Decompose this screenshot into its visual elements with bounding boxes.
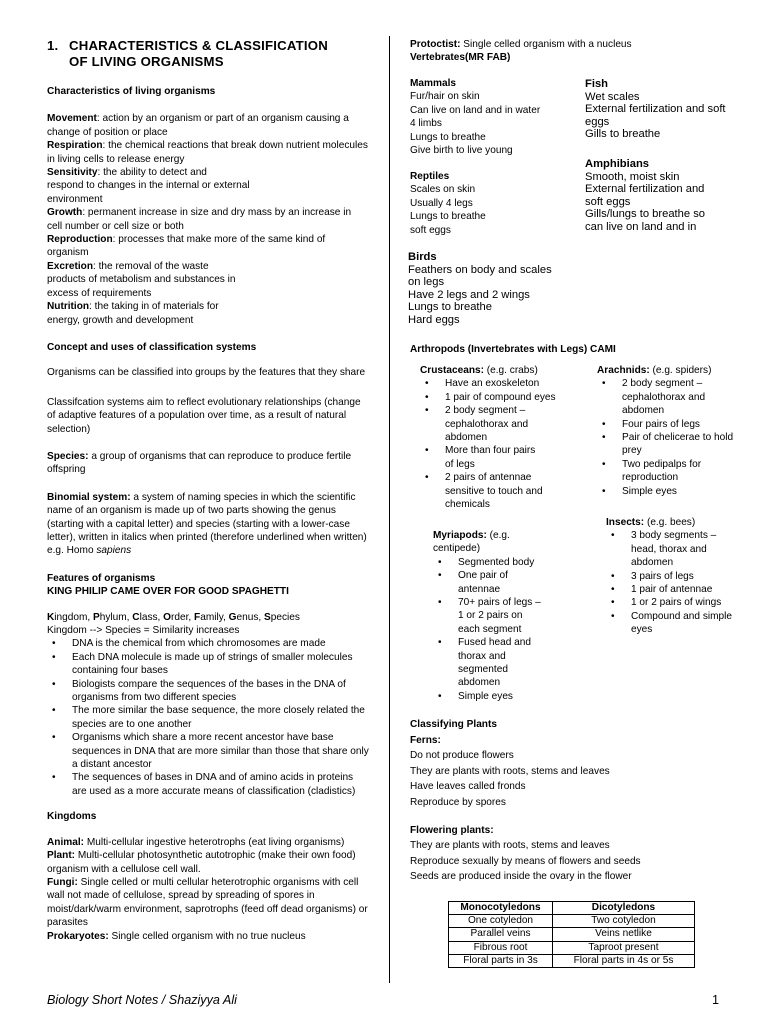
rank-initial-p: P [93, 611, 100, 623]
insects-list [606, 529, 746, 636]
list-item: Fur/hair on skin [410, 91, 480, 103]
list-item: External fertilization and soft [585, 103, 726, 116]
list-item: Have leaves called fronds [410, 781, 526, 793]
excretion-text-1: : the removal of the waste [93, 260, 209, 272]
list-item: • More than four pairs of legs [420, 444, 545, 471]
def-nutrition [47, 300, 369, 313]
binomial-italic: sapiens [96, 545, 132, 557]
page-number: 1 [712, 993, 720, 1007]
list-item: Gills/lungs to breathe so [585, 208, 706, 221]
def-plant [47, 849, 369, 876]
list-item: • 1 pair of compound eyes [420, 391, 590, 404]
arachnids-title [597, 364, 747, 377]
table-cell: Fibrous root [449, 941, 553, 954]
rank-initial-g: G [228, 611, 237, 623]
title-line-1: CHARACTERISTICS & CLASSIFICATION [69, 38, 328, 53]
plants-block [410, 717, 740, 885]
list-item: on legs [408, 276, 445, 289]
reptiles-heading: Reptiles [410, 171, 450, 182]
list-item: • 70+ pairs of legs – 1 or 2 pairs on each segment [433, 596, 546, 636]
myriapods-example: (e.g. centipede) [433, 530, 510, 555]
def-excretion [47, 260, 369, 273]
list-item: Usually 4 legs [410, 197, 473, 209]
def-growth [47, 206, 369, 233]
list-item: • DNA is the chemical from which chromosomes are made [47, 637, 369, 650]
crustaceans-list [420, 377, 590, 511]
table-cell: Floral parts in 3s [449, 954, 553, 967]
kingdom-to-species: Kingdom --> Species = Similarity increases [47, 625, 240, 636]
prokaryotes-text: Single celled organism with no true nucleus [108, 930, 306, 942]
myriapods-title [433, 529, 553, 556]
def-sensitivity [47, 166, 369, 179]
excretion-text-2: products of metabolism and substances in [47, 274, 236, 286]
rank-initial-c: C [132, 611, 140, 623]
list-item: • Simple eyes [433, 690, 553, 703]
table-cell: Parallel veins [449, 928, 553, 941]
growth-term: Growth [47, 207, 83, 219]
species-text: a group of organisms that can reproduce to produce fertile offspring [47, 450, 352, 476]
list-item: • Each DNA molecule is made up of strings of smaller molecules containing four bases [47, 651, 369, 678]
respiration-term: Respiration [47, 140, 103, 152]
concept-paragraph-1: Organisms can be classified into groups by the features that they share [47, 367, 366, 379]
arachnids-block [597, 364, 747, 498]
rank-initial-k: K [47, 611, 55, 623]
reproduction-term: Reproduction [47, 234, 113, 246]
crustaceans-term: Crustaceans: [420, 365, 484, 376]
list-item: soft eggs [410, 224, 451, 236]
excretion-term: Excretion [47, 260, 93, 272]
def-movement [47, 112, 369, 139]
binomial-text: a system of naming species in which the scientific name of an organism is made up of two parts showing the genus (starting with a capital letter) and species (starting with a lower-case letter), written in italics when printed (therefore underlined when written) e.g. Homo [47, 491, 367, 557]
list-item: Can live on land and in water [410, 104, 541, 116]
list-item: They are plants with roots, stems and leaves [410, 840, 610, 852]
myriapods-list [433, 556, 553, 703]
list-item: Lungs to breathe [408, 301, 492, 314]
list-item: • The sequences of bases in DNA and of amino acids in proteins are used as a more accurate means of classification (cladistics) [47, 771, 369, 798]
amphibians-block [585, 158, 750, 234]
fungi-text: Single celled or multi cellular heterotrophic organisms with cell wall not made of cellulose, spread by spreading of spores in moist/dark/warm environment, saprotrophs (feed off dead organisms) or parasites [47, 876, 368, 929]
kingdoms-heading: Kingdoms [47, 811, 97, 823]
list-item: External fertilization and [585, 183, 705, 196]
list-item: • 2 pairs of antennae sensitive to touch and chemicals [420, 471, 553, 511]
def-animal [47, 836, 369, 849]
sensitivity-text-2: respond to changes in the internal or external [47, 180, 250, 192]
def-prokaryotes [47, 930, 369, 943]
insects-title [606, 516, 746, 529]
list-item: • Simple eyes [597, 485, 747, 498]
list-item: • 3 pairs of legs [606, 570, 746, 583]
table-row [449, 954, 695, 967]
plant-text: Multi-cellular photosynthetic autotrophic (make their own food) organism with a cellulose cell wall. [47, 850, 356, 875]
list-item: Lungs to breathe [410, 211, 486, 223]
list-item: Reproduce sexually by means of flowers and seeds [410, 855, 641, 867]
list-item: soft eggs [585, 195, 631, 208]
rank-rest-p: hylum, [99, 611, 133, 623]
characteristics-heading: Characteristics of living organisms [47, 86, 216, 97]
myriapods-block [433, 529, 553, 703]
growth-text: : permanent increase in size and dry mass by an increase in cell number or cell size or both [47, 207, 352, 232]
list-item: Do not produce flowers [410, 750, 514, 762]
list-item: • Biologists compare the sequences of the bases in the DNA of organisms from two different species [47, 678, 369, 705]
sensitivity-term: Sensitivity [47, 167, 98, 179]
list-item: Have 2 legs and 2 wings [408, 288, 530, 301]
footer-text: Biology Short Notes / Shaziyya Ali [47, 993, 237, 1007]
list-item: • 2 body segment – cephalothorax and abdomen [597, 377, 722, 417]
list-item: • 1 pair of antennae [606, 583, 746, 596]
nutrition-term: Nutrition [47, 301, 90, 313]
list-item: • 2 body segment – cephalothorax and abdomen [420, 404, 545, 444]
taxonomy-ranks [47, 611, 369, 624]
table-row [449, 915, 695, 928]
rank-rest-f: amily, [200, 611, 229, 623]
list-item: • Pair of chelicerae to hold prey [597, 431, 740, 458]
rank-rest-o: rder, [171, 611, 195, 623]
list-item: • The more similar the base sequence, the more closely related the species are to one another [47, 704, 369, 731]
list-item: Reproduce by spores [410, 796, 506, 808]
list-item: Seeds are produced inside the ovary in the flower [410, 871, 632, 883]
table-cell: One cotyledon [449, 915, 553, 928]
mammals-heading: Mammals [410, 78, 457, 89]
rank-initial-s: S [263, 611, 271, 623]
plant-term: Plant: [47, 850, 76, 862]
rank-initial-f: F [194, 611, 201, 623]
list-item: • Four pairs of legs [597, 418, 747, 431]
def-fungi [47, 876, 369, 930]
sensitivity-text-3: environment [47, 193, 103, 205]
binomial-term: Binomial system: [47, 491, 131, 503]
def-binomial [47, 491, 369, 558]
excretion-text-3: excess of requirements [47, 287, 152, 299]
list-item: • 3 body segments – head, thorax and abdomen [606, 529, 731, 569]
rank-rest-c: lass, [139, 611, 164, 623]
table-header: Monocotyledons [449, 902, 553, 915]
list-item: can live on land and in [585, 220, 697, 233]
list-item: • Have an exoskeleton [420, 377, 590, 390]
insects-term: Insects: [606, 517, 645, 528]
respiration-text: : the chemical reactions that break down nutrient molecules in living cells to release energy [47, 140, 368, 165]
def-species [47, 450, 369, 477]
list-item: Smooth, moist skin [585, 170, 680, 183]
list-item: Give birth to live young [410, 145, 513, 157]
arthropods-heading: Arthropods (Invertebrates with Legs) CAMI [410, 344, 616, 355]
flowering-heading: Flowering plants: [410, 824, 494, 836]
column-divider [389, 36, 390, 983]
list-item: Wet scales [585, 90, 640, 103]
fungi-term: Fungi: [47, 876, 78, 888]
table-cell: Taproot present [553, 941, 695, 954]
concept-heading: Concept and uses of classification systems [47, 341, 257, 353]
concept-paragraph-2: Classifcation systems aim to reflect evolutionary relationships (change of adaptive features of a population over time, as a result of natural selection) [47, 396, 361, 435]
arachnids-example: (e.g. spiders) [649, 365, 712, 376]
movement-term: Movement [47, 113, 97, 125]
animal-text: Multi-cellular ingestive heterotrophs (eat living organisms) [84, 836, 345, 848]
list-item: • Compound and simple eyes [606, 610, 749, 637]
mammals-block [410, 77, 580, 157]
list-item: Feathers on body and scales [408, 263, 552, 276]
classifying-plants-heading: Classifying Plants [410, 719, 497, 730]
table-row [449, 928, 695, 941]
left-column [47, 38, 369, 943]
arachnids-term: Arachnids: [597, 365, 650, 376]
list-item: eggs [585, 115, 610, 128]
list-item: Gills to breathe [585, 128, 661, 141]
ferns-heading: Ferns: [410, 734, 441, 746]
animal-term: Animal: [47, 836, 85, 848]
rank-rest-s: pecies [270, 611, 300, 623]
birds-heading: Birds [408, 251, 437, 263]
list-item: Hard eggs [408, 313, 460, 326]
def-respiration [47, 139, 369, 166]
nutrition-text-2: energy, growth and development [47, 314, 194, 326]
arachnids-list [597, 377, 747, 498]
table-cell: Two cotyledon [553, 915, 695, 928]
title-line-2: OF LIVING ORGANISMS [69, 53, 224, 69]
list-item: 4 limbs [410, 118, 442, 130]
list-item: Lungs to breathe [410, 131, 486, 143]
prokaryotes-term: Prokaryotes: [47, 930, 109, 942]
def-reproduction [47, 233, 369, 260]
dna-list [47, 637, 369, 798]
mnemonic: KING PHILIP CAME OVER FOR GOOD SPAGHETTI [47, 586, 289, 598]
reproduction-text: : processes that make more of the same kind of organism [47, 234, 326, 259]
crustaceans-title [420, 364, 590, 377]
list-item: • One pair of antennae [433, 569, 530, 596]
table-cell: Floral parts in 4s or 5s [553, 954, 695, 967]
species-term: Species: [47, 450, 89, 462]
fish-heading: Fish [585, 78, 608, 90]
title-number: 1. [47, 38, 59, 53]
fish-block [585, 78, 750, 141]
protoctist-text: Single celled organism with a nucleus [460, 39, 632, 50]
insects-block [606, 516, 746, 637]
rank-rest-k: ingdom, [54, 611, 94, 623]
reptiles-block [410, 170, 580, 237]
rank-rest-g: enus, [236, 611, 264, 623]
list-item: • Two pedipalps for reproduction [597, 458, 722, 485]
nutrition-text-1: : the taking in of materials for [89, 301, 219, 313]
crustaceans-example: (e.g. crabs) [483, 365, 538, 376]
amphibians-heading: Amphibians [585, 158, 650, 170]
table-row [449, 941, 695, 954]
features-heading: Features of organisms [47, 572, 156, 584]
list-item: • Fused head and thorax and segmented abdomen [433, 636, 540, 690]
list-item: • Segmented body [433, 556, 553, 569]
insects-example: (e.g. bees) [644, 517, 696, 528]
movement-text: : action by an organism or part of an organism causing a change of position or place [47, 113, 349, 138]
myriapods-term: Myriapods: [433, 530, 487, 541]
list-item: They are plants with roots, stems and leaves [410, 765, 610, 777]
rank-initial-o: O [163, 611, 172, 623]
birds-block [408, 251, 578, 327]
table-header: Dicotyledons [553, 902, 695, 915]
page-title [47, 38, 369, 69]
def-protoctist [410, 38, 740, 51]
table-cell: Veins netlike [553, 928, 695, 941]
list-item: • 1 or 2 pairs of wings [606, 596, 746, 609]
cotyledon-table [448, 901, 695, 968]
crustaceans-block [420, 364, 590, 511]
table-header-row [449, 902, 695, 915]
vertebrates-heading: Vertebrates(MR FAB) [410, 52, 511, 63]
list-item: Scales on skin [410, 184, 476, 196]
protoctist-term: Protoctist: [410, 39, 461, 50]
list-item: • Organisms which share a more recent ancestor have base sequences in DNA that are more similar than those that share only a distant ancestor [47, 731, 369, 771]
sensitivity-text-1: : the ability to detect and [97, 167, 207, 179]
